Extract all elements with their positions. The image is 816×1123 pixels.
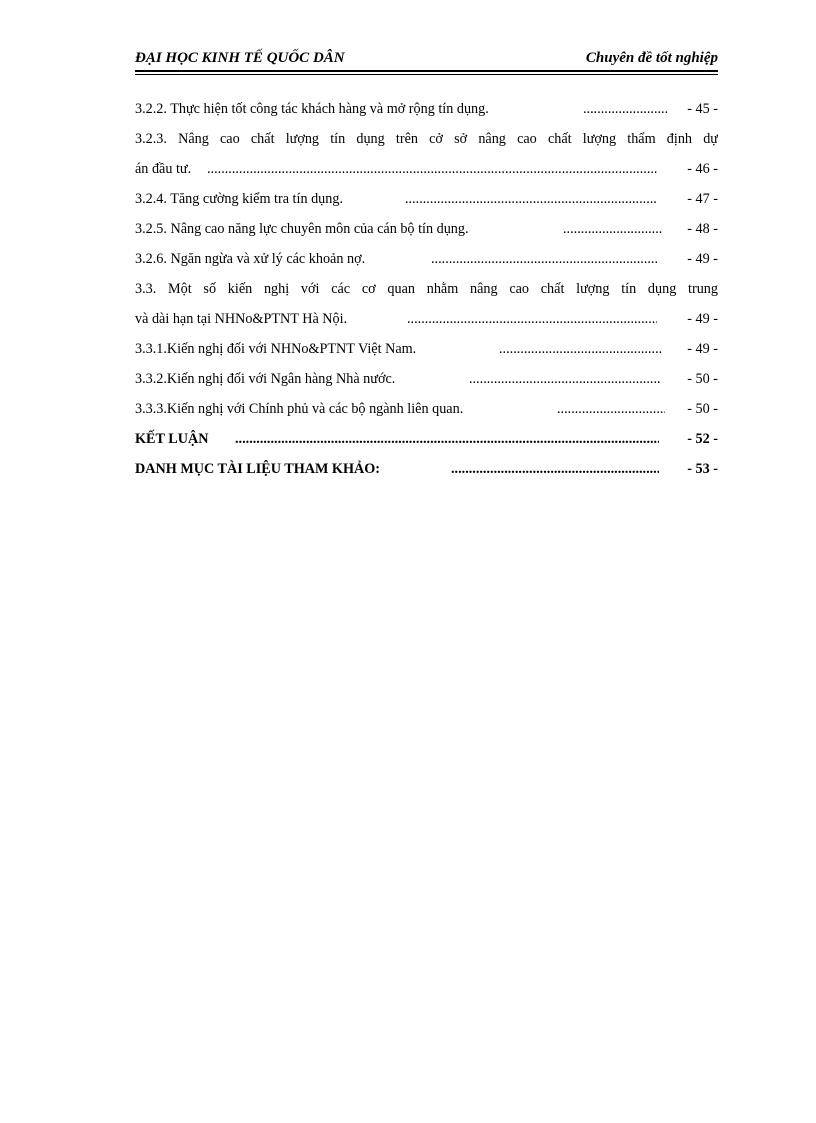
- toc-entry-title: 3.3.1.Kiến nghị đối với NHNo&PTNT Việt Nam.: [135, 341, 417, 357]
- toc-page-number: - 49 -: [687, 251, 718, 267]
- table-of-contents: [135, 94, 718, 484]
- page-header: [135, 48, 718, 72]
- toc-entry-title-cont: và dài hạn tại NHNo&PTNT Hà Nội.: [135, 311, 348, 327]
- toc-entry-3-3[interactable]: [135, 274, 718, 334]
- toc-entry-3-3-3[interactable]: [135, 394, 718, 424]
- toc-entry-3-3-1[interactable]: [135, 334, 718, 364]
- dot-leader: [407, 304, 657, 334]
- toc-entry-title: 3.2.2. Thực hiện tốt công tác khách hàng và mở rộng tín dụng.: [135, 101, 489, 117]
- dot-leader: [499, 334, 663, 364]
- toc-entry-3-2-4[interactable]: [135, 184, 718, 214]
- dot-leader: [431, 244, 657, 274]
- toc-entry-3-2-6[interactable]: [135, 244, 718, 274]
- header-thesis-label: Chuyên đề tốt nghiệp: [585, 50, 718, 66]
- toc-entry-title: 3.2.5. Nâng cao năng lực chuyên môn của cán bộ tín dụng.: [135, 221, 469, 237]
- toc-page-number: - 48 -: [687, 221, 718, 237]
- toc-page-number: - 46 -: [687, 161, 718, 177]
- toc-entry-3-2-2[interactable]: [135, 94, 718, 124]
- toc-entry-title: 3.3.2.Kiến nghị đối với Ngân hàng Nhà nước.: [135, 371, 396, 387]
- toc-entry-title: DANH MỤC TÀI LIỆU THAM KHẢO:: [135, 461, 381, 477]
- dot-leader: [235, 424, 659, 454]
- toc-page-number: - 50 -: [687, 371, 718, 387]
- dot-leader: [451, 454, 659, 484]
- toc-page-number: - 45 -: [687, 101, 718, 117]
- toc-entry-title-cont: án đầu tư.: [135, 161, 192, 177]
- dot-leader: [207, 154, 657, 184]
- toc-page-number: - 49 -: [687, 341, 718, 357]
- header-university: ĐẠI HỌC KINH TẾ QUỐC DÂN: [135, 50, 345, 66]
- toc-entry-title: 3.3.3.Kiến nghị với Chính phủ và các bộ ngành liên quan.: [135, 401, 464, 417]
- toc-entry-3-2-3[interactable]: [135, 124, 718, 184]
- dot-leader: [405, 184, 657, 214]
- toc-entry-title: 3.2.4. Tăng cường kiểm tra tín dụng.: [135, 191, 344, 207]
- toc-page-number: - 47 -: [687, 191, 718, 207]
- toc-entry-title: 3.3. Một số kiến nghị với các cơ quan nhằm nâng cao chất lượng tín dụng trung: [135, 281, 718, 297]
- toc-entry-title: KẾT LUẬN: [135, 431, 209, 447]
- toc-entry-title: 3.2.6. Ngăn ngừa và xử lý các khoản nợ.: [135, 251, 366, 267]
- toc-page-number: - 50 -: [687, 401, 718, 417]
- toc-page-number: - 53 -: [687, 461, 718, 477]
- header-rule-thin: [135, 74, 718, 75]
- dot-leader: [583, 94, 667, 124]
- dot-leader: [563, 214, 663, 244]
- header-rule-thick: [135, 70, 718, 72]
- toc-entry-3-3-2[interactable]: [135, 364, 718, 394]
- toc-page-number: - 49 -: [687, 311, 718, 327]
- toc-page-number: - 52 -: [687, 431, 718, 447]
- toc-entry-conclusion[interactable]: [135, 424, 718, 454]
- toc-entry-title: 3.2.3. Nâng cao chất lượng tín dụng trên cở sở nâng cao chất lượng thẩm định dự: [135, 131, 718, 147]
- dot-leader: [557, 394, 665, 424]
- dot-leader: [469, 364, 661, 394]
- toc-entry-3-2-5[interactable]: [135, 214, 718, 244]
- toc-entry-references[interactable]: [135, 454, 718, 484]
